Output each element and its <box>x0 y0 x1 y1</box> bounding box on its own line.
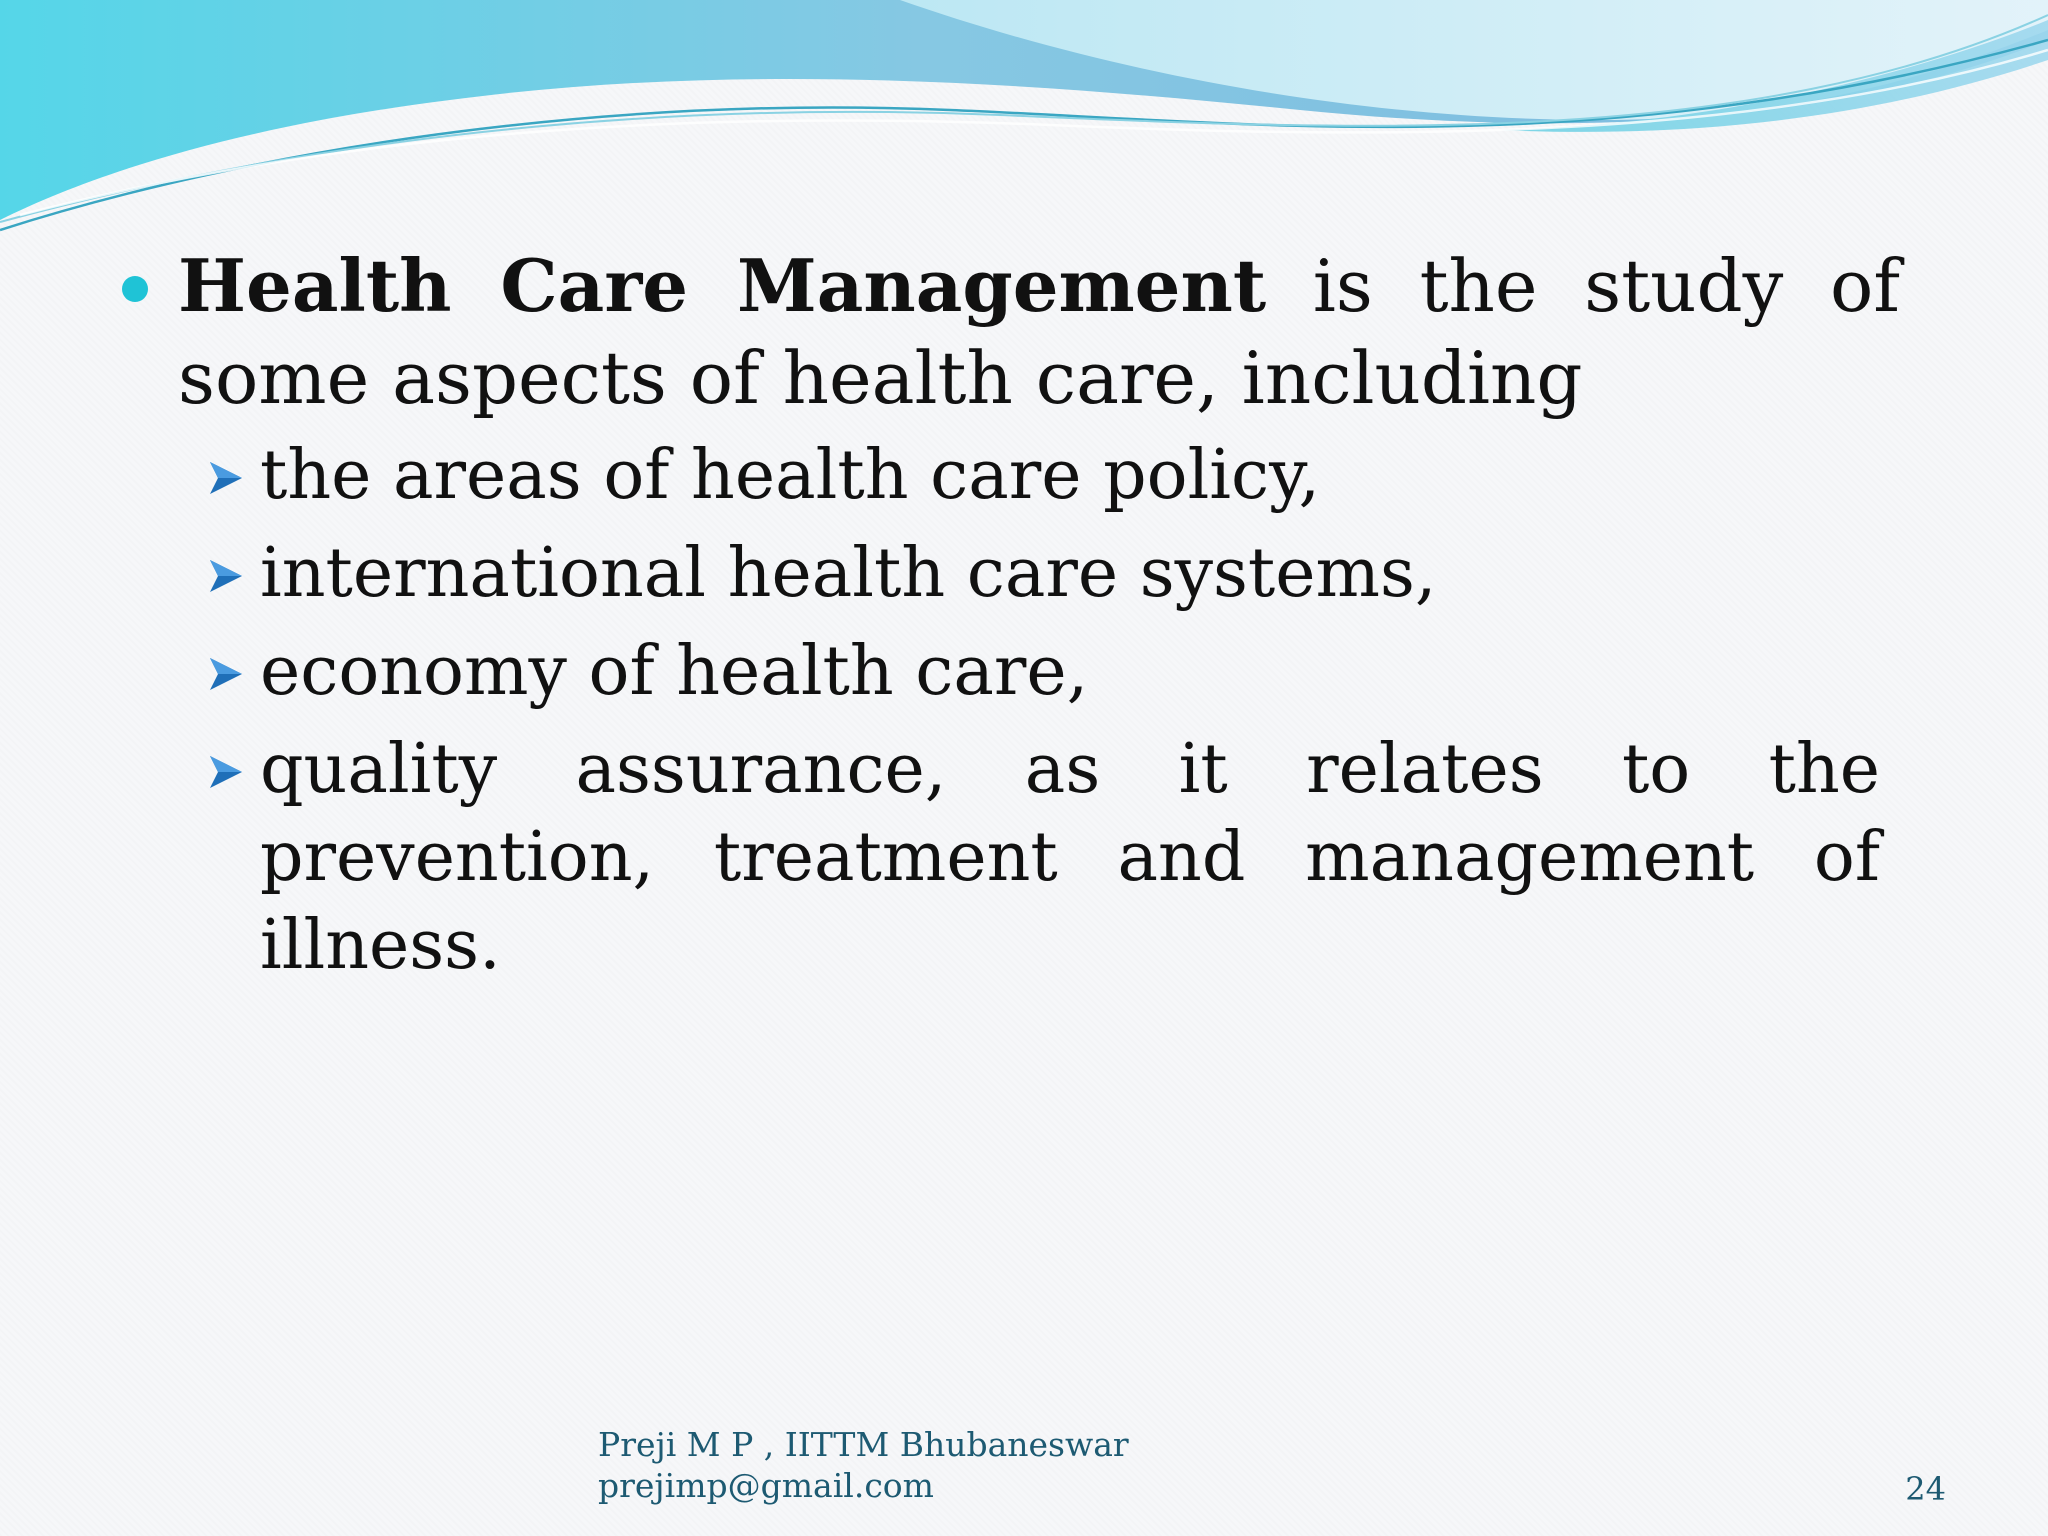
bold-term: Health Care Management <box>178 243 1267 328</box>
list-item <box>120 530 1880 618</box>
sub-item-text: quality assurance, as it relates to the prevention, treatment and management of illness. <box>260 730 1880 985</box>
footer-author <box>598 1424 1129 1506</box>
sub-item-text: economy of health care, <box>260 632 1089 711</box>
slide-body <box>120 240 1900 1000</box>
main-bullet-text: is the study of some aspects of health care, including <box>178 244 1900 420</box>
list-item <box>120 726 1880 990</box>
sub-item-text: international health care systems, <box>260 534 1437 613</box>
list-item <box>120 432 1880 520</box>
footer-author-line: Preji M P , IITTM Bhubaneswar <box>598 1425 1129 1464</box>
list-item <box>120 628 1880 716</box>
sub-item-text: the areas of health care policy, <box>260 436 1321 515</box>
arrow-bullet-icon <box>206 654 246 694</box>
header-wave-decoration <box>0 0 2048 240</box>
main-bullet-paragraph <box>120 240 1900 424</box>
footer-email: prejimp@gmail.com <box>598 1466 934 1505</box>
page-number: 24 <box>1905 1470 1946 1508</box>
sub-bullet-list <box>120 432 1900 990</box>
arrow-bullet-icon <box>206 556 246 596</box>
round-bullet-icon <box>122 276 148 302</box>
arrow-bullet-icon <box>206 752 246 792</box>
arrow-bullet-icon <box>206 458 246 498</box>
